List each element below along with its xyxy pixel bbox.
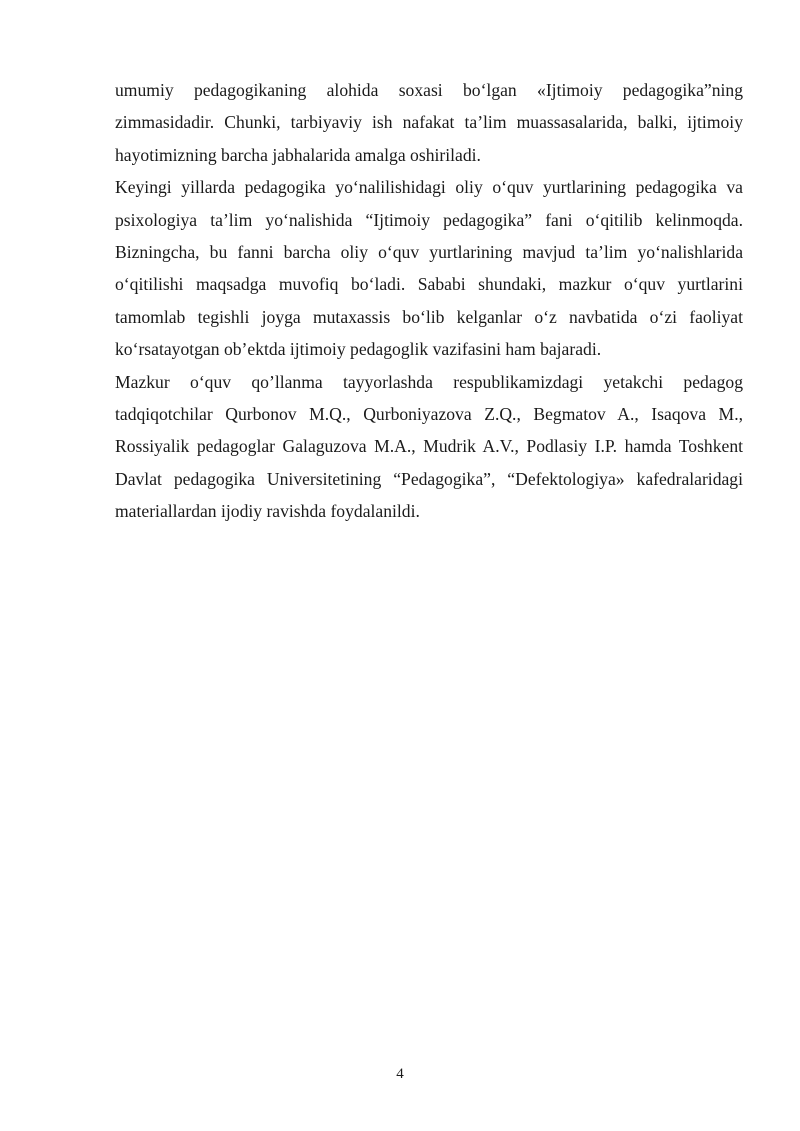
- page-number: 4: [396, 1066, 404, 1082]
- paragraph-1: umumiy pedagogikaning alohida soxasi boʻlgan «Ijtimoiy pedagogika”ning zimmasidadir. Chunki, tarbiyaviy ish nafakat taʼlim muassasalarida, balki, ijtimoiy hayotimizning barcha jabhalarida amalga oshiriladi.: [115, 80, 743, 165]
- paragraph-3: Mazkur oʻquv qoʼllanma tayyorlashda respublikamizdagi yetakchi pedagog tadqiqotchilar Qurbonov M.Q., Qurboniyazova Z.Q., Begmatov A., Isaqova M., Rossiyalik pedagoglar Galaguzova M.A., Mudrik A.V., Podlasiy I.P. hamda Toshkent Davlat pedagogika Universitetining “Pedagogika”, “Defektologiya» kafedralaridagi materiallardan ijodiy ravishda foydalanildi.: [115, 371, 743, 522]
- document-page: [115, 74, 743, 528]
- paragraph-2: Keyingi yillarda pedagogika yoʻnalilishidagi oliy oʻquv yurtlarining pedagogika va psixologiya taʼlim yoʻnalishida “Ijtimoiy pedagogika” fani oʻqitilib kelinmoqda. Bizningcha, bu fanni barcha oliy oʻquv yurtlarining mavjud taʼlim yoʻnalishlarida oʻqitilishi maqsadga muvofiq boʻladi. Sababi shundaki, mazkur oʻquv yurtlarini tamomlab tegishli joyga mutaxassis boʻlib kelganlar oʻz navbatida oʻzi faoliyat koʻrsatayotgan obʼektda ijtimoiy pedagoglik vazifasini ham bajaradi.: [115, 177, 743, 360]
